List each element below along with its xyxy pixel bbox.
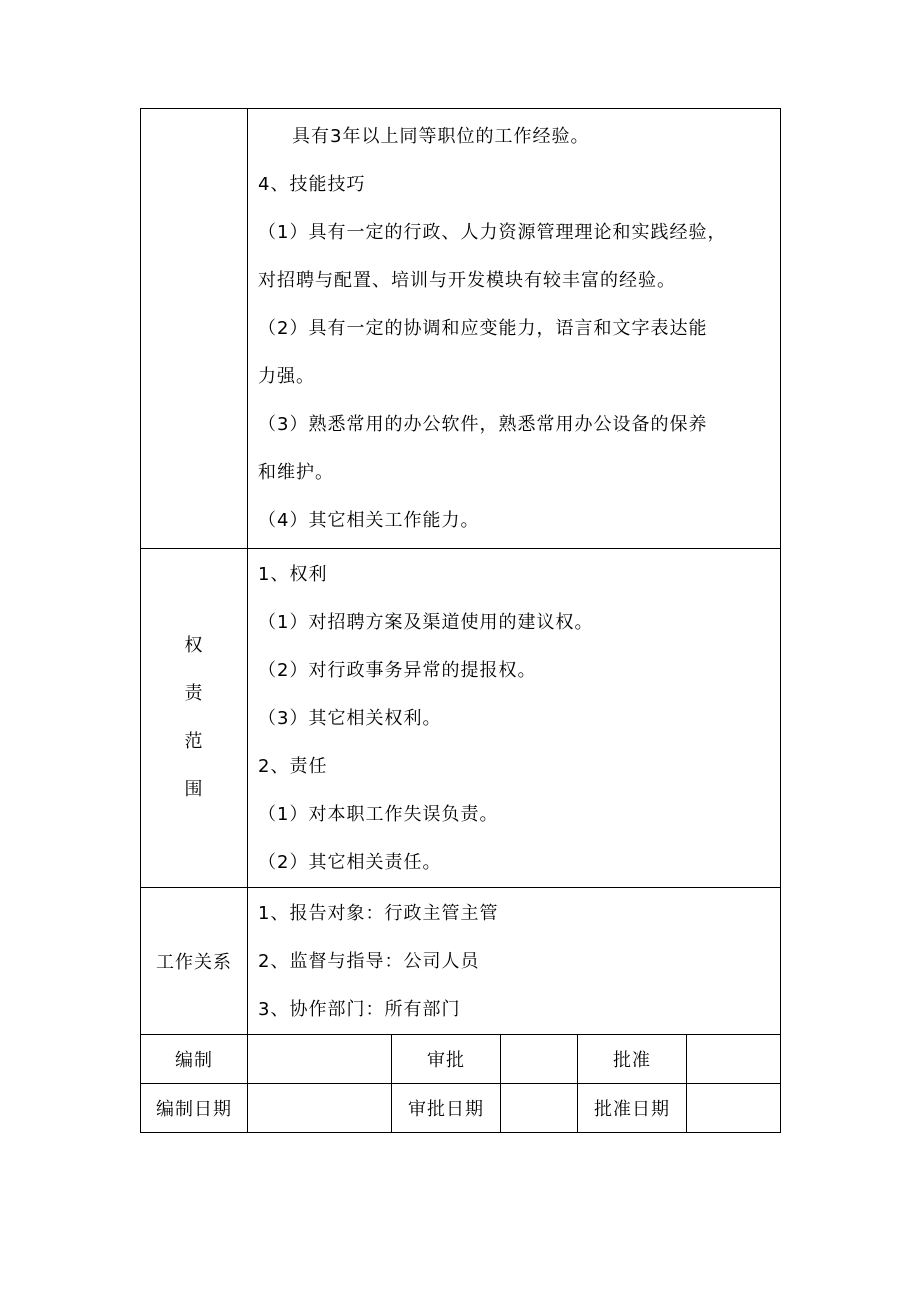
skills-line-1a: （1）具有一定的行政、人力资源管理理论和实践经验，: [258, 222, 727, 243]
compile-value-cell: [248, 1035, 392, 1084]
skills-line-3b: 和维护。: [258, 462, 334, 483]
review-label: 审批: [392, 1035, 501, 1084]
rights-heading: 1、权利: [258, 564, 328, 585]
relations-row: [141, 888, 781, 1035]
compile-date-label: 编制日期: [141, 1084, 248, 1133]
relations-supervise: 2、监督与指导：公司人员: [258, 951, 480, 972]
rights-item-2: （2）对行政事务异常的提报权。: [258, 660, 537, 681]
review-date-label: 审批日期: [392, 1084, 501, 1133]
job-description-table: [140, 108, 781, 1133]
skills-content-cell: [248, 109, 781, 549]
skills-line-1b: 对招聘与配置、培训与开发模块有较丰富的经验。: [258, 270, 676, 291]
relations-cooperate: 3、协作部门：所有部门: [258, 999, 461, 1020]
authority-label-char: 权: [184, 635, 204, 656]
skills-heading: 4、技能技巧: [258, 174, 366, 195]
skills-line-2b: 力强。: [258, 366, 315, 387]
authority-label: [185, 622, 204, 814]
authority-content-cell: [248, 549, 781, 888]
authority-label-char: 责: [184, 683, 204, 704]
responsibility-item-1: （1）对本职工作失误负责。: [258, 804, 499, 825]
approve-date-value-cell: [687, 1084, 781, 1133]
authority-label-char: 范: [184, 731, 204, 752]
relations-report-to: 1、报告对象：行政主管主管: [258, 903, 499, 924]
responsibility-item-2: （2）其它相关责任。: [258, 852, 442, 873]
rights-item-1: （1）对招聘方案及渠道使用的建议权。: [258, 612, 594, 633]
skills-line-2a: （2）具有一定的协调和应变能力，语言和文字表达能: [258, 318, 708, 339]
authority-label-cell: [141, 549, 248, 888]
relations-content-cell: [248, 888, 781, 1035]
review-value-cell: [501, 1035, 578, 1084]
skills-line-4: （4）其它相关工作能力。: [258, 510, 480, 531]
skills-row: [141, 109, 781, 549]
rights-item-3: （3）其它相关权利。: [258, 708, 442, 729]
compile-label: 编制: [141, 1035, 248, 1084]
skills-label-cell: [141, 109, 248, 549]
relations-label: 工作关系: [141, 888, 248, 1035]
authority-row: [141, 549, 781, 888]
compile-date-value-cell: [248, 1084, 392, 1133]
signature-row: [141, 1035, 781, 1084]
skills-line-3a: （3）熟悉常用的办公软件，熟悉常用办公设备的保养: [258, 414, 708, 435]
date-row: [141, 1084, 781, 1133]
skills-line-experience: 具有3年以上同等职位的工作经验。: [292, 126, 590, 147]
authority-label-char: 围: [184, 779, 204, 800]
approve-date-label: 批准日期: [578, 1084, 687, 1133]
approve-label: 批准: [578, 1035, 687, 1084]
responsibility-heading: 2、责任: [258, 756, 328, 777]
review-date-value-cell: [501, 1084, 578, 1133]
approve-value-cell: [687, 1035, 781, 1084]
